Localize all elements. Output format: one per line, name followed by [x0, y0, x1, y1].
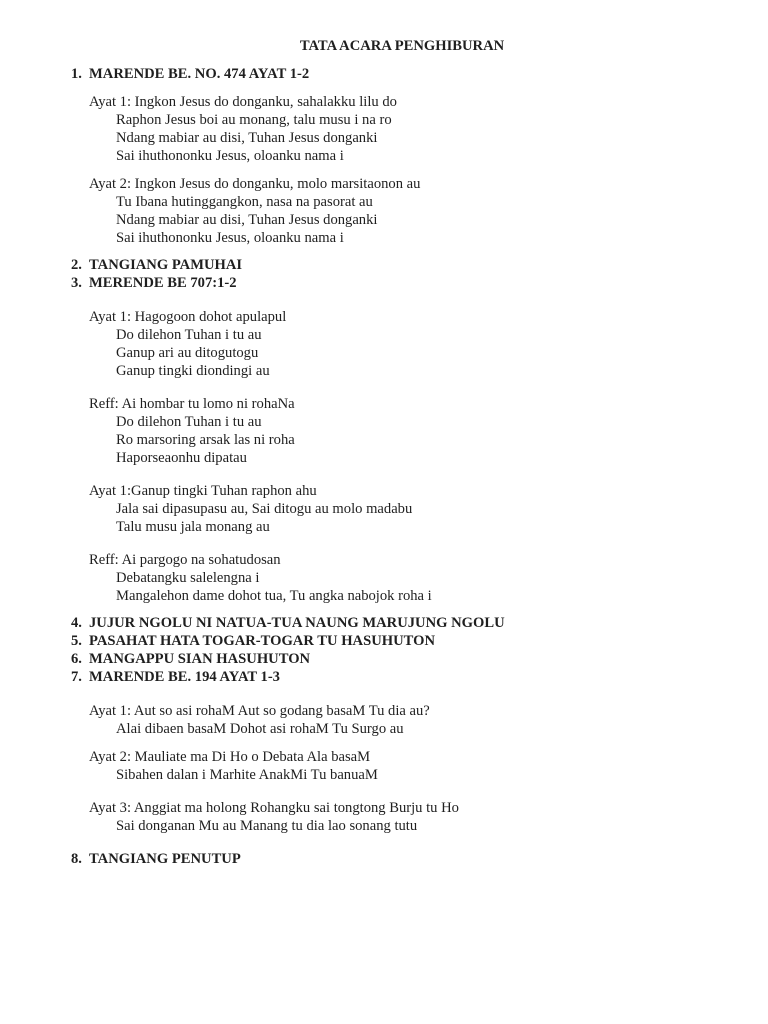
agenda-item-2: [71, 256, 242, 274]
item-number: 8.: [71, 851, 82, 867]
verse-line: Ayat 1: Aut so asi rohaM Aut so godang basaM Tu dia au?: [89, 703, 430, 719]
verse-line: Ndang mabiar au disi, Tuhan Jesus donganki: [116, 130, 378, 146]
agenda-item-3: [71, 274, 237, 292]
item-number: 2.: [71, 257, 82, 273]
verse-line: Raphon Jesus boi au monang, talu musu i na ro: [116, 112, 392, 128]
item-number: 3.: [71, 275, 82, 291]
item-label: MARENDE BE. NO. 474 AYAT 1-2: [89, 66, 310, 82]
verse-line: Ndang mabiar au disi, Tuhan Jesus donganki: [116, 212, 378, 228]
item-number: 7.: [71, 669, 82, 685]
item-label: TANGIANG PAMUHAI: [89, 257, 243, 273]
agenda-item-1: [71, 65, 309, 83]
verse-line: Sai ihuthononku Jesus, oloanku nama i: [116, 230, 344, 246]
item-label: MANGAPPU SIAN HASUHUTON: [89, 651, 311, 667]
verse-line: Sibahen dalan i Marhite AnakMi Tu banuaM: [116, 767, 378, 783]
agenda-item-8: [71, 850, 241, 868]
verse-line: Ayat 3: Anggiat ma holong Rohangku sai tongtong Burju tu Ho: [89, 800, 459, 816]
item-number: 6.: [71, 651, 82, 667]
item-number: 5.: [71, 633, 82, 649]
verse-line: Ganup ari au ditogutogu: [116, 345, 259, 361]
agenda-item-4: [71, 614, 505, 632]
verse-line: Ayat 2: Ingkon Jesus do donganku, molo marsitaonon au: [89, 176, 421, 192]
verse-line: Ganup tingki diondingi au: [116, 363, 270, 379]
verse-line: Do dilehon Tuhan i tu au: [116, 327, 262, 343]
verse-block-2: [89, 175, 420, 247]
agenda-item-5: [71, 632, 435, 650]
verse-line: Ayat 1:Ganup tingki Tuhan raphon ahu: [89, 483, 317, 499]
verse-block-1: [89, 93, 397, 165]
item-number: 4.: [71, 615, 82, 631]
verse-line: Tu Ibana hutinggangkon, nasa na pasorat au: [116, 194, 373, 210]
verse-line: Do dilehon Tuhan i tu au: [116, 414, 262, 430]
verse-line: Reff: Ai pargogo na sohatudosan: [89, 552, 281, 568]
verse-line: Sai ihuthononku Jesus, oloanku nama i: [116, 148, 344, 164]
item-label: PASAHAT HATA TOGAR-TOGAR TU HASUHUTON: [89, 633, 435, 649]
document-title: TATA ACARA PENGHIBURAN: [299, 38, 505, 54]
verse-line: Mangalehon dame dohot tua, Tu angka nabojok roha i: [116, 588, 432, 604]
verse-line: Ayat 2: Mauliate ma Di Ho o Debata Ala basaM: [89, 749, 371, 765]
verse-line: Haporseaonhu dipatau: [116, 450, 247, 466]
item-label: TANGIANG PENUTUP: [89, 851, 241, 867]
item-label: MERENDE BE 707:1-2: [89, 275, 237, 291]
verse-line: Ayat 1: Ingkon Jesus do donganku, sahalakku lilu do: [89, 94, 397, 110]
verse-line: Sai donganan Mu au Manang tu dia lao sonang tutu: [116, 818, 418, 834]
verse-block-4: [89, 395, 295, 467]
verse-line: Ro marsoring arsak las ni roha: [116, 432, 295, 448]
verse-line: Talu musu jala monang au: [116, 519, 270, 535]
item-label: MARENDE BE. 194 AYAT 1-3: [89, 669, 280, 685]
verse-line: Ayat 1: Hagogoon dohot apulapul: [89, 309, 287, 325]
item-number: 1.: [71, 66, 82, 82]
agenda-item-6: [71, 650, 310, 668]
item-label: JUJUR NGOLU NI NATUA-TUA NAUNG MARUJUNG NGOLU: [89, 615, 505, 631]
verse-block-7: [89, 702, 430, 738]
verse-block-3: [89, 308, 286, 380]
verse-line: Jala sai dipasupasu au, Sai ditogu au molo madabu: [116, 501, 413, 517]
verse-line: Debatangku salelengna i: [116, 570, 260, 586]
verse-block-5: [89, 482, 412, 536]
verse-line: Alai dibaen basaM Dohot asi rohaM Tu Surgo au: [116, 721, 404, 737]
verse-block-8: [89, 748, 378, 784]
verse-block-6: [89, 551, 432, 605]
verse-line: Reff: Ai hombar tu lomo ni rohaNa: [89, 396, 295, 412]
verse-block-9: [89, 799, 459, 835]
agenda-item-7: [71, 668, 280, 686]
